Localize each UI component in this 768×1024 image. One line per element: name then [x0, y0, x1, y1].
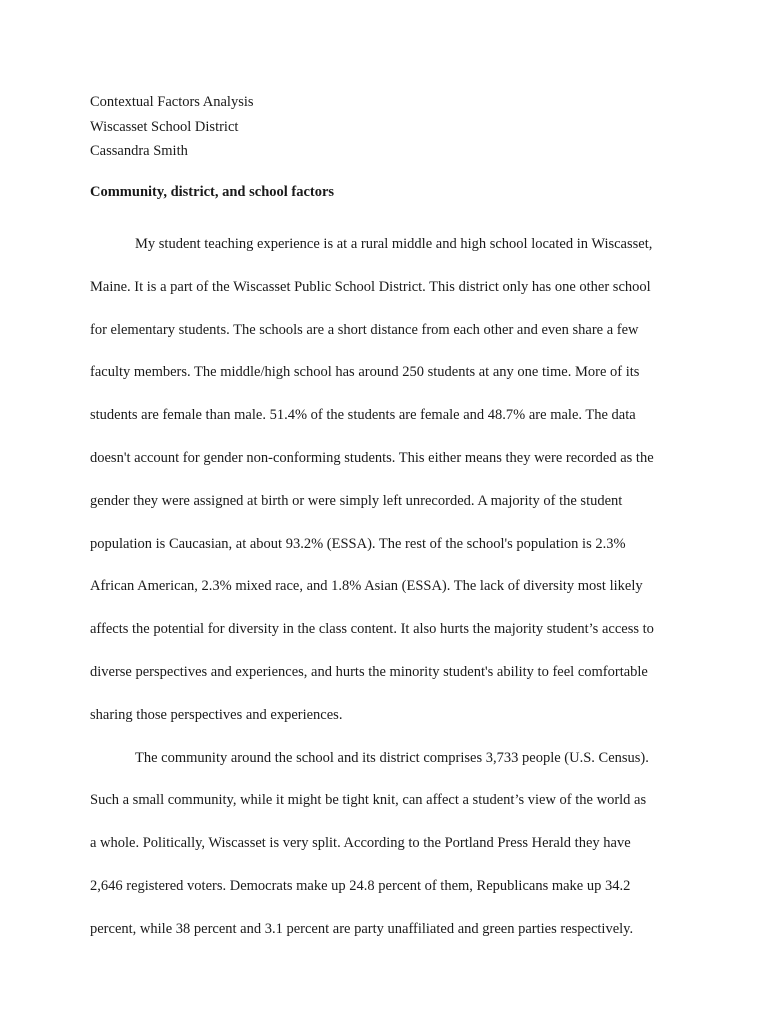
paragraph-2-line: percent, while 38 percent and 3.1 percent are party unaffiliated and green parties respectively.	[90, 920, 634, 937]
paragraph-1-line: sharing those perspectives and experiences.	[90, 706, 343, 723]
paragraph-1-line: affects the potential for diversity in the class content. It also hurts the majority student’s access to	[90, 621, 654, 638]
paragraph-1-line: diverse perspectives and experiences, and hurts the minority student's ability to feel comfortable	[90, 663, 648, 680]
paragraph-2-line: Such a small community, while it might be tight knit, can affect a student’s view of the world as	[90, 792, 647, 809]
paragraph-1-line: students are female than male. 51.4% of the students are female and 48.7% are male. The data	[90, 407, 636, 424]
section-heading: Community, district, and school factors	[90, 183, 335, 200]
paragraph-1-line: for elementary students. The schools are a short distance from each other and even share a few	[90, 321, 639, 338]
paragraph-2-line: The community around the school and its district comprises 3,733 people (U.S. Census).	[135, 749, 649, 766]
paragraph-2-line: 2,646 registered voters. Democrats make up 24.8 percent of them, Republicans make up 34.2	[90, 877, 631, 894]
author-name: Cassandra Smith	[90, 143, 188, 159]
paragraph-1-line: My student teaching experience is at a rural middle and high school located in Wiscasset,	[135, 236, 653, 252]
paragraph-1-line: population is Caucasian, at about 93.2% (ESSA). The rest of the school's population is 2.3%	[90, 535, 626, 552]
paragraph-1-line: gender they were assigned at birth or were simply left unrecorded. A majority of the student	[90, 492, 623, 509]
paragraph-1-line: doesn't account for gender non-conforming students. This either means they were recorded as the	[90, 449, 654, 466]
district-name: Wiscasset School District	[90, 118, 239, 135]
document-title: Contextual Factors Analysis	[90, 94, 254, 110]
body-text	[90, 223, 690, 951]
document-page	[90, 90, 690, 951]
paragraph-2-line: a whole. Politically, Wiscasset is very split. According to the Portland Press Herald they have	[90, 835, 631, 852]
paragraph-1-line: African American, 2.3% mixed race, and 1.8% Asian (ESSA). The lack of diversity most likely	[90, 578, 643, 595]
paragraph-1-line: Maine. It is a part of the Wiscasset Public School District. This district only has one other school	[90, 278, 651, 295]
paragraph-1-line: faculty members. The middle/high school has around 250 students at any one time. More of its	[90, 364, 640, 381]
